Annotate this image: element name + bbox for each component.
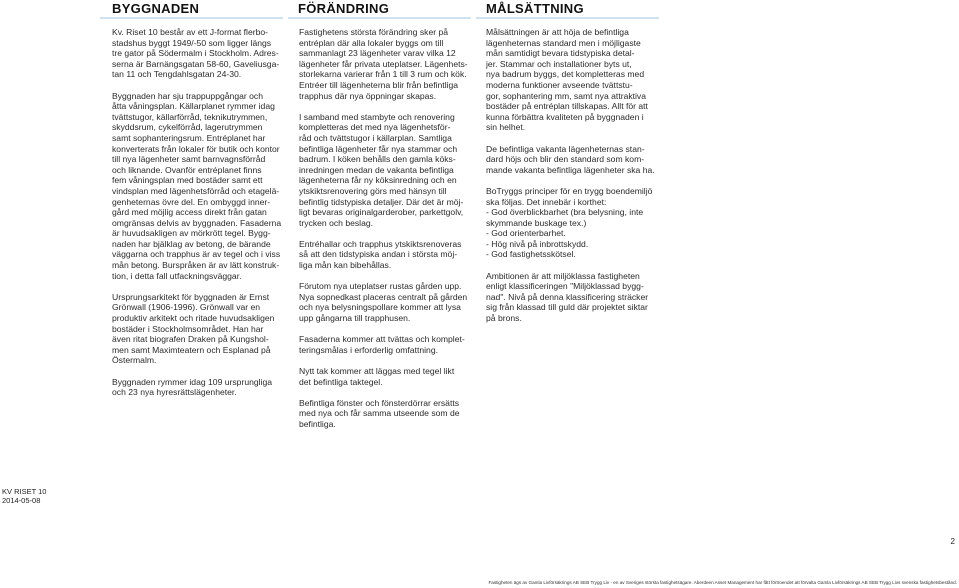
paragraph: I samband med stambyte och renovering kompletteras det med nya lägenhetsför- råd och tvättstugor i källarplan. Samtliga befintliga lägenheter får nya stammar och badrum. I köken behålls den gamla köks- inredningen medan de vakanta befintliga lägenheterna får ny köksinredning och en ytskiktsrenovering görs med hänsyn till befintlig tidstypiska detaljer. Där det är möj- ligt bevaras originalgarderober, parkettgolv, trycken och beslag. (299, 111, 464, 228)
column-header-byggnaden (100, 0, 283, 19)
paragraph: Fastighetens största förändring sker på entréplan där alla lokaler byggs om till sammanlagt 23 lägenheter varav vilka 12 lägenheter får privata uteplatser. Lägenhets- storlekarna varierar från 1 till 3 rum och kök. Entréer till lägenheterna blir från befintliga trapphus där nya öppningar skapas. (299, 27, 468, 101)
paragraph: Fasaderna kommer att tvättas och komplet- teringsmålas i erforderlig omfattning. (299, 334, 465, 355)
paragraph: Ursprungsarkitekt för byggnaden är Ernst Grönwall (1906-1996). Grönwall var en produktiv arkitekt och ritade huvudsakligen bostäder i Stockholmsområdet. Han har även ritat biografen Draken på Kungshol- men samt Maximteatern och Esplanad på Östermalm. (112, 291, 275, 366)
paragraph: Entréhallar och trapphus ytskiktsrenoveras så att den tidstypiska andan i största möj- liga mån kan bibehållas. (299, 238, 462, 271)
paragraph: Förutom nya uteplatser rustas gården upp. Nya sopnedkast placeras centralt på gården och nya belysningspollare kommer att lysa upp gångarna till trapphusen. (299, 281, 468, 324)
column-forandring (299, 27, 475, 440)
column-header-forandring (288, 0, 471, 19)
paragraph: Befintliga fönster och fönsterdörrar ersätts med nya och får samma utseende som de befintliga. (299, 397, 460, 429)
paragraph: De befintliga vakanta lägenheternas stan- dard höjs och blir den standard som kom- mande vakanta befintliga lägenheter ska ha. (486, 143, 655, 175)
column-malsattning (486, 27, 666, 334)
paragraph: Ambitionen är att miljöklassa fastigheten enligt klassificeringen "Miljöklassad bygg- nad". Nivå på denna klassificering sträcker sig från klassad till guld där projektet siktar på brons. (486, 270, 649, 324)
column-byggnaden (112, 27, 290, 408)
paragraph: Kv. Riset 10 består av ett J-format flerbo- stadshus byggt 1949/-50 som ligger längs tre gator på Södermalm i Stockholm. Adres- serna är Barnängsgatan 58-60, Gaveliusga- tan 11 och Tengdahlsgatan 24-30. (112, 27, 280, 80)
heading-malsattning: MÅLSÄTTNING (486, 1, 584, 16)
document-meta (2, 487, 46, 505)
heading-forandring: FÖRÄNDRING (298, 1, 390, 16)
paragraph: Målsättningen är att höja de befintliga lägenheternas standard men i möjligaste mån samtidigt bevara tidstypiska detal- jer. Stammar och installationer byts ut, nya badrum byggs, det kompletteras med moderna funktioner avseende tvättstu- gor, sophantering mm, samt nya attraktiva bostäder på entréplan tillskapas. Allt för att kunna förbättra kvaliteten på byggnaden i sin helhet. (486, 27, 648, 133)
footer-note: Fastigheten ägs av Gamla Livförsäkrings AB SEB Trygg Liv - en av Sveriges största fastighetsägare. Aberdeen Asset Management har fått förtroendet att förvalta Gamla Livförsäkrings AB SEB Trygg Livs svenska fastighetsbestånd. (488, 580, 957, 585)
page-number: 2 (950, 537, 955, 546)
column-header-malsattning (476, 0, 659, 19)
paragraph: BoTryggs principer för en trygg boendemiljö ska följas. Det innebär i korthet: - God överblickbarhet (bra belysning, inte skymmande buskage tex.) - God orienterbarhet. - Hög nivå på inbrottskydd. - God fastighetsskötsel. (486, 185, 653, 260)
paragraph: Nytt tak kommer att läggas med tegel likt det befintliga taktegel. (299, 366, 455, 387)
paragraph: Byggnaden rymmer idag 109 ursprungliga och 23 nya hyresrättslägenheter. (112, 376, 273, 398)
property-name: KV RISET 10 (2, 487, 47, 496)
document-date: 2014-05-08 (2, 496, 41, 505)
paragraph: Byggnaden har sju trappuppgångar och åtta våningsplan. Källarplanet rymmer idag tvättstugor, källarförråd, teknikutrymmen, skyddsrum, cykelförråd, lagerutrymmen samt sophanteringsrum. Entréplanet har konverterats från lokaler för butik och kontor till nya lägenheter samt barnvagnsförråd och liknande. Ovanför entréplanet finns fem våningsplan med bostäder samt ett vindsplan med lägenhetsförråd och etagelä- genheternas övre del. En ombyggd inner- gård med möjlig access direkt från gatan omgränsas delvis av byggnaden. Fasaderna är huvudsakligen av mörkrött tegel. Bygg- naden har bjälklag av betong, de bärande väggarna och trapphus är av tegel och i viss mån betong. Burspråken är av lätt konstruk- tion, i detta fall utfackningsväggar. (112, 90, 282, 281)
heading-byggnaden: BYGGNADEN (112, 1, 200, 16)
